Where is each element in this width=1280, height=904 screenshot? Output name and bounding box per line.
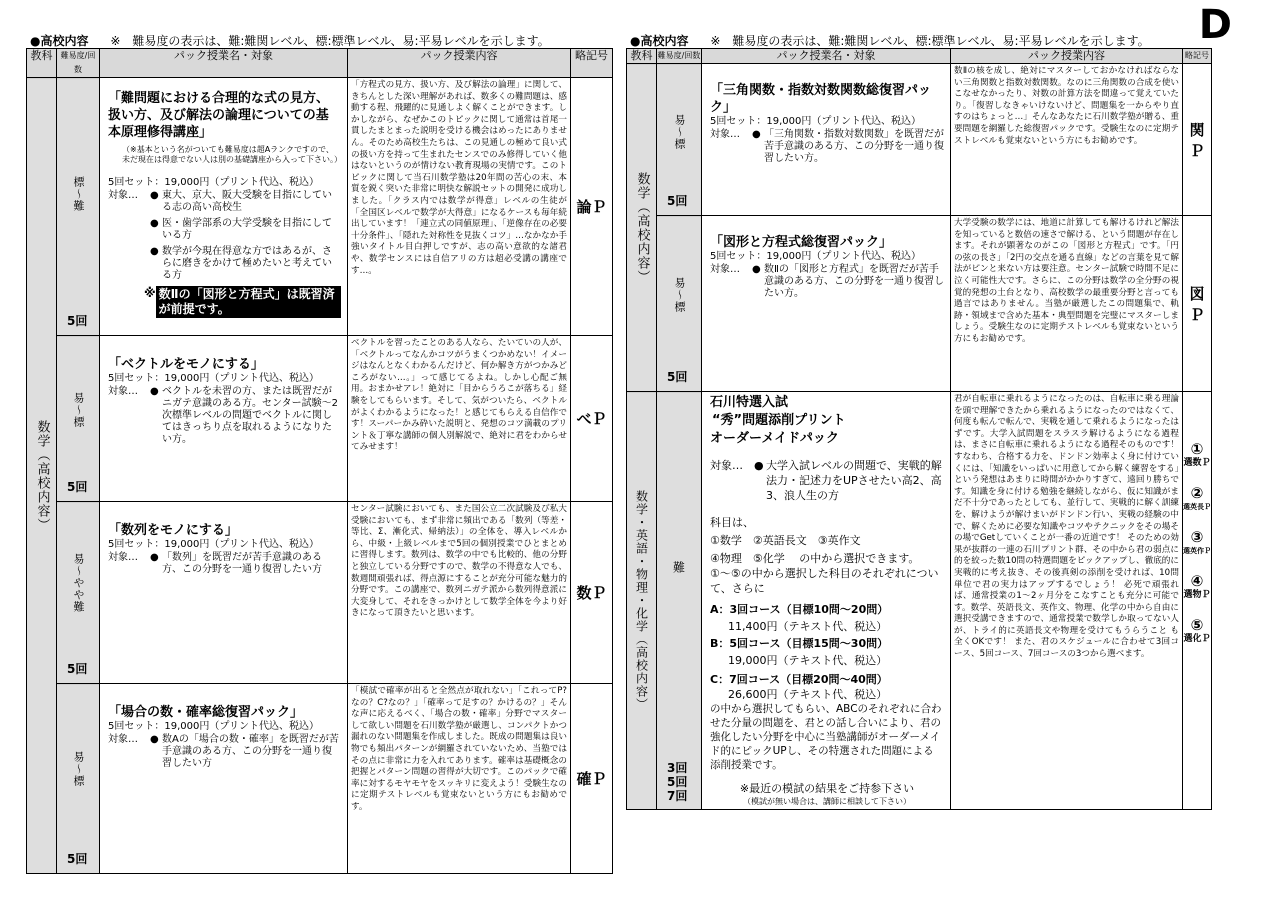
- course-list: [710, 602, 944, 702]
- pack-price: 5回セット：19,000円（プリント代込、税込）: [108, 373, 319, 384]
- difficulty-label: 易〜標: [72, 751, 85, 788]
- name-cell: [702, 392, 951, 810]
- subjects-line: ①〜⑤の中から選択した科目のそれぞれについて、さらに: [710, 567, 939, 595]
- table-row: [27, 502, 613, 684]
- subjects-intro: 科目は、: [710, 516, 754, 529]
- subject-label: 数学・英語・物理・化学（高校内容）: [634, 490, 649, 711]
- session-count: 3回: [667, 761, 688, 775]
- pack-price: 5回セット：19,000円（プリント代込、税込）: [108, 539, 319, 550]
- col-abbr: 略記号: [571, 49, 613, 78]
- target-list: 対象… ● 東大、京大、阪大受験を目指にしている志の高い高校生 ● 医・歯学部系の大学受験を目指にしている方 ● 数学が今現在得意な方ではあるが、さらに磨きをかけて極めたいと考えている方: [108, 190, 341, 282]
- subject-cell: [627, 64, 657, 392]
- left-table: [26, 48, 613, 874]
- abbr-list: ① 選数Ｐ ② 選英長Ｐ ③ 選英作Ｐ ④ 選物Ｐ ⑤ 選化Ｐ: [1183, 440, 1211, 644]
- table-row: [627, 64, 1212, 216]
- requirement-mark: ※: [144, 286, 156, 300]
- col-abbr: 略記号: [1183, 49, 1212, 64]
- col-content: パック授業内容: [348, 49, 571, 78]
- target-item: 数Aの「場合の数・確率」を既習だが苦手意識のある方、この分野を一通り復習したい方: [162, 734, 339, 769]
- col-content: パック授業内容: [951, 49, 1183, 64]
- table-row: [27, 684, 613, 874]
- target-list: 対象… ● 数Ⅱの「図形と方程式」を既習だが苦手意識のある方、この分野を一通り復習したい方。: [710, 264, 944, 299]
- target-list: 対象… ● ベクトルを未習の方、または既習だがニガテ意識のある方。センター試験〜2次標準レベルの問題でベクトルに関してはきっちり点を取れるようになりたい方。: [108, 386, 341, 446]
- abbr-cell: 論Ｐ: [571, 78, 613, 336]
- abbr-label: 選英作Ｐ: [1183, 547, 1211, 555]
- target-lead: 対象…: [108, 386, 138, 397]
- content-cell: センター試験においても、また国公立二次試験及び私大受験においても、まず非常に頻出である「数列（等差・等比、Σ、漸化式、帰納法）」の全体を、導入レベルから、中級・上級レベルまで5回の個別授業でひとまとめに習得します。数列は、数学の中でも比較的、他の分野と独立している分野ですので、数学の不得意な人でも、数週間頑張れば、得点源にすることが充分可能な魅力的分野です。この講座で、数列ニガテ派から数列得意派に大変身して、それをきっかけとして数学全体を今より好きになって頂きたいと思います。: [348, 502, 571, 684]
- table-row: [627, 216, 1212, 392]
- target-lead: 対象…: [710, 264, 740, 275]
- abbr-label: 選英長Ｐ: [1183, 503, 1211, 511]
- header-legend: ※ 難易度の表示は、難:難関レベル、標:標準レベル、易:平易レベルを示します。: [710, 34, 1150, 48]
- header-legend: ※ 難易度の表示は、難:難関レベル、標:標準レベル、易:平易レベルを示します。: [110, 34, 550, 48]
- abbr-cell: 確Ｐ: [571, 684, 613, 874]
- name-cell: [702, 216, 951, 392]
- difficulty-cell: [657, 392, 702, 810]
- difficulty-cell: [657, 64, 702, 216]
- mock-sub: （模試が無い場合は、講師に相談して下さい）: [743, 797, 911, 806]
- content-cell: 大学受験の数学には、地道に計算しても解けるけれど解法を知っていると数倍の速さで解ける、という問題が存在します。それが顕著なのがこの「図形と方程式」です。「円の弦の長さ」「2円の交点を通る直線」などの言葉を見て解法がピンと来ない方は要注意。センター試験で時間不足に泣く可能性大です。さらに、この分野は数学の全分野の視覚的発想の土台となり、高校数学の最重要分野と言っても過言ではありません。当塾が厳選したこの問題集で、軌跡・領域まで含めた基本・典型問題を完璧にマスターしましょう。受験生なのに定期テストレベルも覚束ないという方にもお勧めです。: [951, 216, 1183, 392]
- content-cell: ベクトルを習ったことのある人なら、たいていの人が、「ベクトルってなんかコツがうまくつかめない！イメージはなんとなくわかるんだけど、何か解き方がつかみどころがない…。」って感じてるよね。しかし心配ご無用。おまかせアレ！絶対に「目からうろこが落ちる」経験をしてもらいます。そして、気がついたら、ベクトルがよくわかるようになった！と感じてもらえる自信作です！スーパーかみ砕いた説明と、発想のコツ満載のプリント＆丁寧な講師の個人別解説で、絶対に君をわからせてみせます！: [348, 336, 571, 502]
- pack-price: 5回セット：19,000円（プリント代込、税込）: [108, 721, 319, 732]
- table-header-row: [27, 49, 613, 78]
- special-target: 対象… ● 大学入試レベルの問題で、実戦的解法力・記述力をUPさせたい高2、高3、浪人生の方: [710, 459, 942, 502]
- subjects-line: ①数学 ②英語長文 ③英作文: [710, 534, 861, 547]
- session-count: 5回: [667, 775, 688, 789]
- col-difficulty: 難易度/回数: [57, 49, 100, 78]
- pack-price: 5回セット：19,000円（プリント代込、税込）: [710, 251, 921, 262]
- target-list: 対象… ● 「三角関数・指数対数関数」を既習だが苦手意識のある方、この分野を一通り復習したい方。: [710, 129, 944, 164]
- abbr-cell: 関Ｐ: [1183, 64, 1212, 216]
- col-subject: 教科: [27, 49, 57, 78]
- subject-cell: [27, 78, 57, 874]
- session-count: 5回: [667, 370, 688, 384]
- course-price: 19,000円（テキスト代、税込）: [728, 654, 888, 667]
- name-cell: [100, 78, 348, 336]
- pack-name: 「三角関数・指数対数関数総復習パック」: [710, 83, 932, 115]
- course-price: 26,600円（テキスト代、税込）: [728, 688, 888, 701]
- pack-name: 「場合の数・確率総復習パック」: [108, 705, 304, 720]
- difficulty-cell: [57, 502, 100, 684]
- pack-price: 5回セット：19,000円（プリント代込、税込）: [108, 177, 319, 188]
- target-item: 東大、京大、阪大受験を目指にしている志の高い高校生: [162, 190, 332, 213]
- session-count: 5回: [67, 852, 88, 866]
- difficulty-cell: [57, 684, 100, 874]
- subject-label: 数学（高校内容）: [634, 171, 650, 284]
- target-lead: 対象…: [108, 734, 138, 745]
- target-lead: 対象…: [108, 552, 138, 563]
- name-cell: [100, 684, 348, 874]
- difficulty-label: 易〜標: [673, 276, 686, 313]
- col-subject: 教科: [627, 49, 657, 64]
- header-title: ●高校内容: [30, 34, 89, 48]
- page-letter: D: [1198, 2, 1232, 48]
- requirement-banner: 数Ⅱの「図形と方程式」は既習済が前提です。: [156, 286, 341, 318]
- target-item: 数Ⅱの「図形と方程式」を既習だが苦手意識のある方、この分野を一通り復習したい方。: [764, 264, 944, 299]
- difficulty-label: 標〜難: [72, 175, 85, 212]
- difficulty-cell: [57, 78, 100, 336]
- target-lead: 対象…: [108, 190, 138, 201]
- abbr-cell: 数Ｐ: [571, 502, 613, 684]
- header-title: ●高校内容: [630, 34, 689, 48]
- table-row-special: [627, 392, 1212, 810]
- session-count: 5回: [667, 194, 688, 208]
- pack-name: 「ベクトルをモノにする」: [108, 357, 264, 372]
- difficulty-label: 難: [672, 560, 685, 575]
- content-cell: 君が自転車に乗れるようになったのは、自転車に乗る理論を頭で理解できたから乗れるようになったのではなくて、何度も転んで転んで、実戦を通して乗れるようになったはずです。大学入試問題をスラスラ解けるようになる過程は、まさに自転車に乗れるようになる過程そのものです！すなわち、合格する力を、ドンドン効率よく身に付けていくには、「知識をいっぱいに用意してから解く練習をする」という発想はあまりに時間がかかりすぎて、遠回り勝ちです。知識を身に付ける勉強を継続しながら、仮に知識がまだ不十分であったとしても、並行して、実戦的に解く訓練を、解けようが解けまいがドンドン行い、実戦の経験の中で、解くために必要な知識やコツやテクニックをその場その場でGetしていくことが一番の近道です！ そのための効果が抜群の一連の石川プリント群、その中から君の弱点に的を絞った数10問の特選問題をピックアップし、徹底的に実戦的に考え抜き、その後真剣の添削を受ければ、10問単位で君の実力はアップするでしょう！ 必死で頑張れば、通常授業の1〜2ヶ月分をこなすことも充分に可能です。数学、英語長文、英作文、物理、化学の中から自由に選択受講できますので、通常授業で数学しか取ってない人が、トライ的に英語長文や物理を受けてもうらうこと も全くOKです！ また、君のスケジュールに合わせて3回コース、5回コース、7回コースの3つから選べます。: [951, 392, 1183, 810]
- target-lead: 対象…: [710, 129, 740, 140]
- abbr-label: 選化Ｐ: [1183, 634, 1211, 644]
- target-item: 「数列」を既習だが苦手意識のある方、この分野を一通り復習したい方: [162, 552, 322, 575]
- pack-note: （※基本という名がついても難易度は超Aランクですので、未だ現在は得意でない人は別の基礎講座から入って下さい。）: [122, 145, 342, 164]
- right-table: [626, 48, 1212, 810]
- subjects-line: ④物理 ⑤化学 の中から選択できます。: [710, 552, 920, 565]
- abbr-cell: 図Ｐ: [1183, 216, 1212, 392]
- pack-name: 「難問題における合理的な式の見方、扱い方、及び解法の論理についての基本原理修得講座」: [108, 91, 330, 140]
- target-list: 対象… ● 数Aの「場合の数・確率」を既習だが苦手意識のある方、この分野を一通り復習したい方: [108, 734, 341, 770]
- course-label: C：7回コース（目標20問〜40問）: [710, 673, 888, 686]
- table-row: [27, 336, 613, 502]
- mock-note: ※最近の模試の結果をご持参下さい: [739, 782, 915, 795]
- col-name: パック授業名・対象: [702, 49, 951, 64]
- session-counts: [667, 761, 687, 803]
- difficulty-label: 易〜やや難: [72, 553, 85, 614]
- abbr-label: 選物Ｐ: [1183, 590, 1211, 600]
- difficulty-cell: [657, 216, 702, 392]
- target-list: 対象… ● 「数列」を既習だが苦手意識のある方、この分野を一通り復習したい方: [108, 552, 341, 576]
- pack-name: 「図形と方程式総復習パック」: [710, 235, 893, 250]
- target-item: ベクトルを未習の方、または既習だがニガテ意識のある方。センター試験〜2次標準レベルの問題でベクトルに関してはきっちり点を取れるようになりたい方。: [162, 386, 338, 445]
- content-cell: 数Ⅱの核を成し、絶対にマスターしておかなければならない三角関数と指数対数関数。なのに三角関数の合成を使いこなせなかったり、対数の計算方法を間違って覚えていたり。「復習しなきゃいけないけど、問題集を一からやり直すのはちょっと…」そんなあなたに石川数学塾が贈る、重要問題を網羅した総復習パックです。受験生なのに定期テストレベルも覚束ないという方にもお勧めです。: [951, 64, 1183, 216]
- course-price: 11,400円（テキスト代、税込）: [728, 620, 888, 633]
- difficulty-label: 易〜標: [72, 392, 85, 429]
- subject-label: 数学（高校内容）: [34, 419, 50, 532]
- special-title: 石川特選入試 “秀”問題添削プリント オーダーメイドパック: [710, 395, 846, 446]
- col-name: パック授業名・対象: [100, 49, 348, 78]
- left-header: [30, 32, 550, 49]
- abbr-cell: [1183, 392, 1212, 810]
- right-header: [630, 32, 1150, 49]
- name-cell: [100, 502, 348, 684]
- name-cell: [702, 64, 951, 216]
- pack-name: 「数列をモノにする」: [108, 523, 238, 538]
- session-count: 5回: [67, 480, 88, 494]
- pack-price: 5回セット：19,000円（プリント代込、税込）: [710, 116, 921, 127]
- course-label: B：5回コース（目標15問〜30問）: [710, 637, 889, 650]
- session-count: 5回: [67, 314, 88, 328]
- table-header-row: [627, 49, 1212, 64]
- target-item: 数学が今現在得意な方ではあるが、さらに磨きをかけて極めたいと考えている方: [162, 246, 332, 281]
- session-count: 7回: [667, 789, 688, 803]
- abbr-cell: べＰ: [571, 336, 613, 502]
- difficulty-label: 易〜標: [673, 113, 686, 150]
- target-item: 「三角関数・指数対数関数」を既習だが苦手意識のある方、この分野を一通り復習したい方。: [764, 129, 944, 164]
- subject-cell: [627, 392, 657, 810]
- course-label: A：3回コース（目標10問〜20問）: [710, 603, 889, 616]
- content-cell: 「模試で確率が出ると全然点が取れない」「これってP?なの？C?なの？」「確率って足すの？かけるの？」そんな声に応えるべく、「場合の数・確率」分野でマスターして欲しい問題を石川数学塾が厳選し、コンパクトかつ漏れのない問題集を作成しました。既成の問題集は良い物でも頻出パターンが網羅されていないため、当塾ではその点に非常に力を入れてあります。確率は基礎概念の把握とパターン問題の習得が大切です。このパックで確率に対するモヤモヤをスッキリに変えよう！受験生なのに定期テストレベルも覚束ないという方にもお勧めです。: [348, 684, 571, 874]
- name-cell: [100, 336, 348, 502]
- content-cell: 「方程式の見方、扱い方、及び解法の論理」に関して、きちんとした深い理解があれば、数多くの難問題は、感動する程、飛躍的に見通しよく解くことができます。しかしながら、なぜかこのトピックに関して通常は首尾一貫したまとまった説明を受ける機会はめったにありません。そのため高校生たちは、この見通しの極めて良い式の扱い方を持って生まれたセンスでのみ修得していく他はないというのが情けない教育現場の実情です。このトピックに関して当石川数学塾は20年間の苦心の末、本質を鋭く突いた非常に明快な解説セットの開発に成功しました。「クラス内では数学が得意」レベルの生徒が「全国区レベルで数学が大得意」になるケースも毎年続出しています！「連立式の同値原理」、「逆像存在の必要十分条件」、「隠れた対称性を見抜くコツ」…なかなか手強いタイトル目白押しですが、志の高い意欲的な諸君や、数学センスには自信アリの方は超必受講の講座です…。: [348, 78, 571, 336]
- session-count: 5回: [67, 662, 88, 676]
- table-row: [27, 78, 613, 336]
- difficulty-cell: [57, 336, 100, 502]
- target-item: 医・歯学部系の大学受験を目指にしている方: [162, 218, 332, 241]
- col-difficulty: 難易度/回数: [657, 49, 702, 64]
- abbr-label: 選数Ｐ: [1183, 458, 1211, 468]
- special-closing: の中から選択してもらい、ABCのそれぞれに合わせた分量の問題を、君との話し合いにより、君の強化したい分野を中心に当塾講師がオーダーメイド的にピックUPし、その特選された問題による添削授業です。: [710, 703, 942, 771]
